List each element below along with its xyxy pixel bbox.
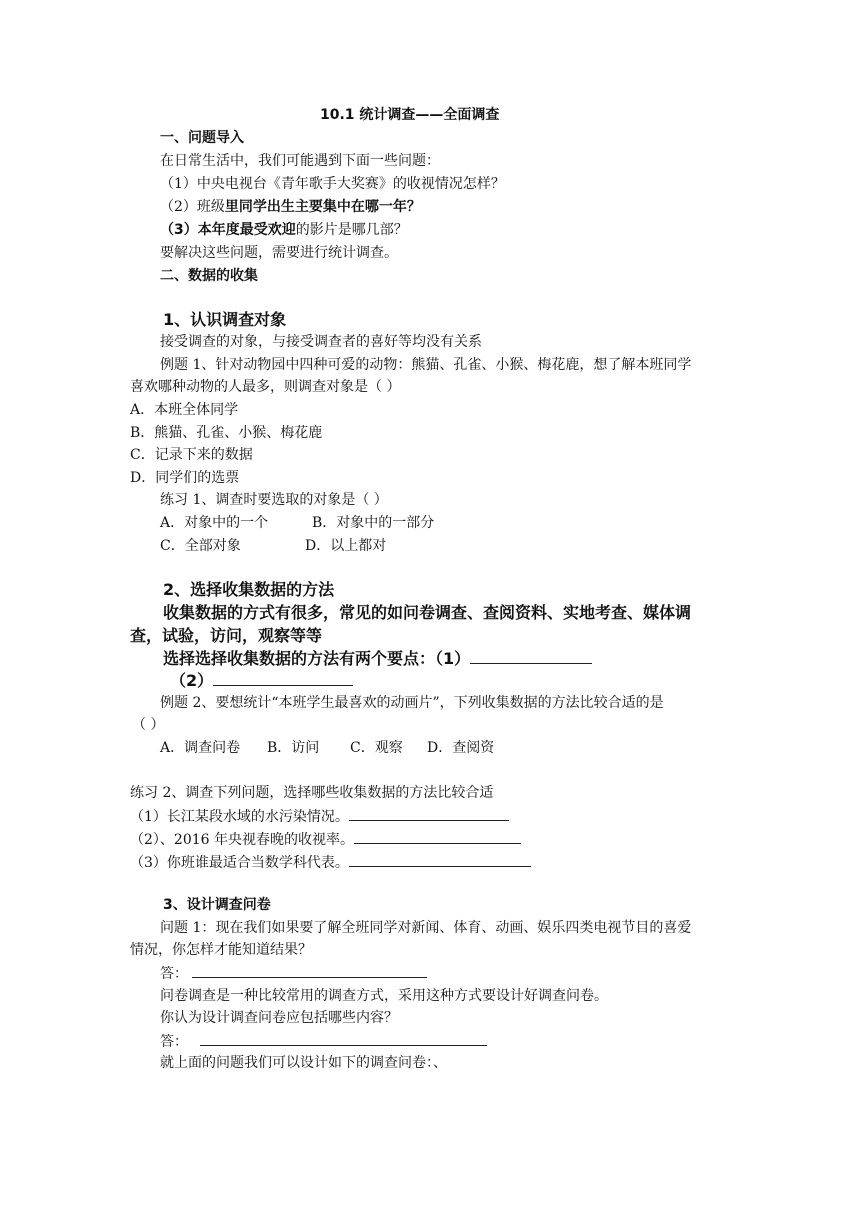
point-2-line xyxy=(170,671,353,691)
example-2-option-a: A．调查问卷 xyxy=(160,740,241,756)
practice-2-item-3-text: （3）你班谁最适合当数学科代表。 xyxy=(130,855,349,871)
example-2-option-d: D．查阅资 xyxy=(427,740,495,756)
practice-1-question: 练习 1、调查时要选取的对象是（ ） xyxy=(160,492,388,508)
practice-2-item-3-blank xyxy=(349,852,531,867)
example-1-option-a: A．本班全体同学 xyxy=(130,402,239,418)
page-title: 10.1 统计调查——全面调查 xyxy=(320,107,500,123)
problem-1-line-2: 情况，你怎样才能知道结果？ xyxy=(130,942,312,958)
question-2 xyxy=(160,197,421,217)
conclusion-text: 要解决这些问题，需要进行统计调查。 xyxy=(160,245,398,261)
question-1: （1）中央电视台《青年歌手大奖赛》的收视情况怎样？ xyxy=(160,176,505,192)
practice-1-option-c: C．全部对象 xyxy=(160,538,241,554)
point-1-blank xyxy=(470,649,592,664)
example-2-line-1: 例题 2、要想统计“本班学生最喜欢的动画片”，下列收集数据的方法比较合适的是 xyxy=(160,695,664,711)
example-2-option-b: B．访问 xyxy=(267,740,320,756)
question-3-bold: （3）本年度最受欢迎 xyxy=(160,222,296,238)
part2-description-line-1: 收集数据的方式有很多，常见的如问卷调查、查阅资料、实地考查、媒体调 xyxy=(163,603,692,622)
practice-2-item-2 xyxy=(130,829,521,850)
example-2-line-2: （ ） xyxy=(132,717,165,733)
question-3-suffix: 的影片是哪几部？ xyxy=(295,222,408,238)
answer-1-line xyxy=(160,963,427,984)
closing-text: 就上面的问题我们可以设计如下的调查问卷：、 xyxy=(160,1055,447,1071)
point-2-blank xyxy=(213,671,353,686)
answer-2-line xyxy=(160,1031,487,1052)
part2-description-line-2: 查，试验，访问，观察等等 xyxy=(130,626,323,645)
answer-1-label: 答： xyxy=(160,966,188,982)
example-1-option-b: B．熊猫、孔雀、小猴、梅花鹿 xyxy=(130,425,323,441)
two-points-label: 选择选择收集数据的方法有两个要点：（1） xyxy=(163,649,471,668)
answer-1-blank xyxy=(192,963,427,978)
example-1-option-c: C．记录下来的数据 xyxy=(130,447,253,463)
answer-2-label: 答： xyxy=(160,1034,188,1050)
part1-description: 接受调查的对象，与接受调查者的喜好等均没有关系 xyxy=(160,334,482,350)
practice-2-item-1-blank xyxy=(349,806,509,821)
answer-2-blank xyxy=(200,1031,487,1046)
practice-2-item-1 xyxy=(130,806,509,827)
example-1-line-2: 喜欢哪种动物的人最多，则调查对象是（ ） xyxy=(130,379,401,395)
practice-2-item-2-blank xyxy=(354,829,521,844)
questionnaire-statement: 问卷调查是一种比较常用的调查方式，采用这种方式要设计好调查问卷。 xyxy=(160,988,608,1004)
part2-heading: 2、选择收集数据的方法 xyxy=(163,580,335,599)
practice-2-heading: 练习 2、调查下列问题，选择哪些收集数据的方法比较合适 xyxy=(130,785,494,801)
problem-1-line-1: 问题 1：现在我们如果要了解全班同学对新闻、体育、动画、娱乐四类电视节目的喜爱 xyxy=(160,920,692,936)
practice-1-option-b: B．对象中的一部分 xyxy=(312,515,435,531)
question-2-bold: 里同学出生主要集中在哪一年？ xyxy=(224,199,421,215)
example-1-option-d: D．同学们的选票 xyxy=(130,470,240,486)
example-1-line-1: 例题 1、针对动物园中四种可爱的动物：熊猫、孔雀、小猴、梅花鹿，想了解本班同学 xyxy=(160,357,692,373)
part3-heading: 3、设计调查问卷 xyxy=(163,897,271,913)
point-2-label: （2） xyxy=(170,671,214,690)
section-heading-intro: 一、问题导入 xyxy=(160,130,244,146)
question-3 xyxy=(160,220,408,240)
practice-2-item-1-text: （1）长江某段水域的水污染情况。 xyxy=(130,809,349,825)
intro-text: 在日常生活中，我们可能遇到下面一些问题： xyxy=(160,153,440,169)
practice-1-option-d: D．以上都对 xyxy=(305,538,387,554)
section-heading-collection: 二、数据的收集 xyxy=(160,268,258,284)
two-points-line xyxy=(163,649,592,669)
question-2-prefix: （2）班级 xyxy=(160,199,225,215)
practice-2-item-2-text: （2）、2016 年央视春晚的收视率。 xyxy=(130,832,354,848)
practice-2-item-3 xyxy=(130,852,531,873)
questionnaire-question: 你认为设计调查问卷应包括哪些内容？ xyxy=(160,1010,398,1026)
example-2-option-c: C．观察 xyxy=(350,740,403,756)
part1-heading: 1、认识调查对象 xyxy=(163,310,287,329)
practice-1-option-a: A．对象中的一个 xyxy=(160,515,269,531)
